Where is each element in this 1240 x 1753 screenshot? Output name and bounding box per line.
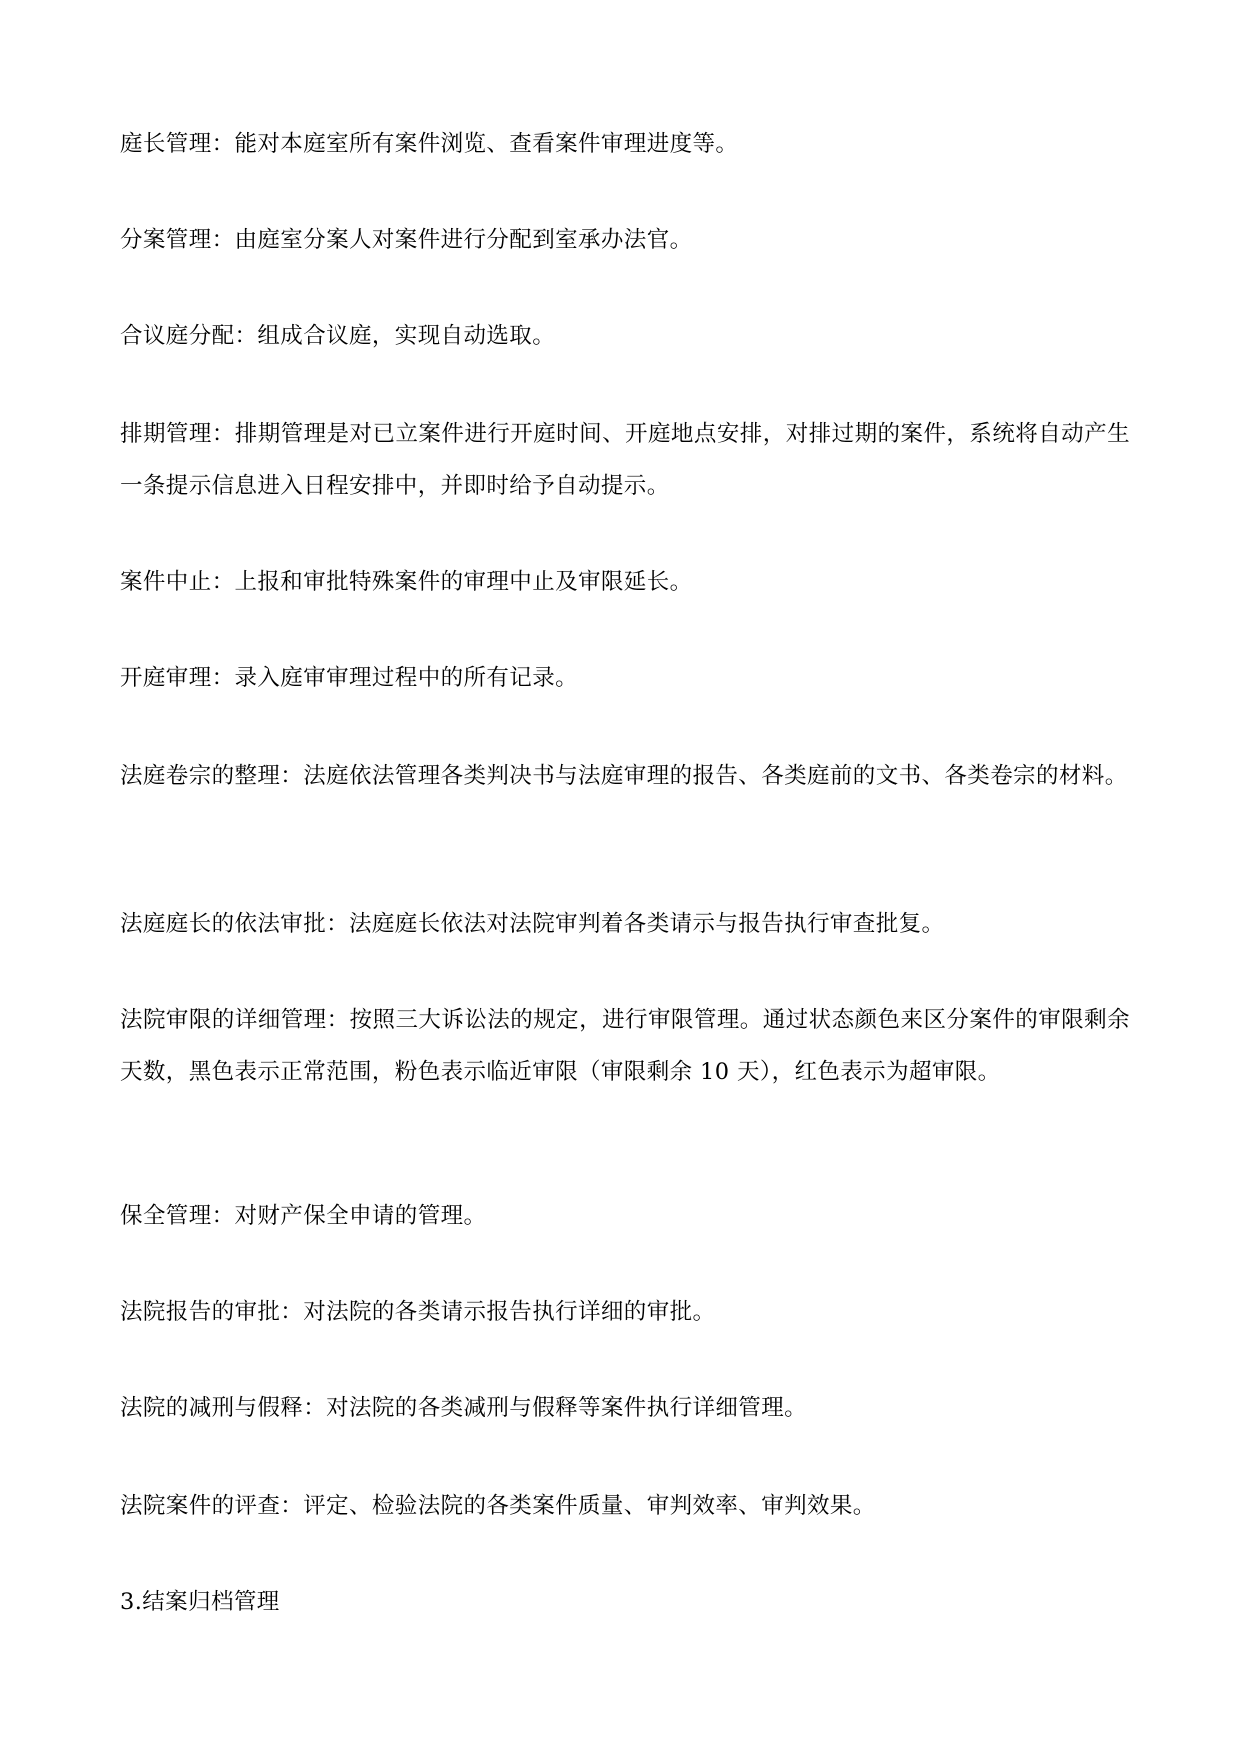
paragraph-dossier-organization: 法庭卷宗的整理：法庭依法管理各类判决书与法庭审理的报告、各类庭前的文书、各类卷宗的材料。 <box>120 763 1128 789</box>
paragraph-report-approval: 法院报告的审批：对法院的各类请示报告执行详细的审批。 <box>120 1299 716 1325</box>
paragraph-court-hearing: 开庭审理：录入庭审审理过程中的所有记录。 <box>120 665 579 691</box>
paragraph-time-limit-management: 法院审限的详细管理：按照三大诉讼法的规定，进行审限管理。通过状态颜色来区分案件的审限剩余天数，黑色表示正常范围，粉色表示临近审限（审限剩余 10 天），红色表示为超审限。 <box>120 1007 1130 1085</box>
paragraph-commutation-parole: 法院的减刑与假释：对法院的各类减刑与假释等案件执行详细管理。 <box>120 1395 808 1421</box>
paragraph-scheduling: 排期管理：排期管理是对已立案件进行开庭时间、开庭地点安排，对排过期的案件，系统将自动产生一条提示信息进入日程安排中，并即时给予自动提示。 <box>120 421 1130 499</box>
paragraph-collegial-panel: 合议庭分配：组成合议庭，实现自动选取。 <box>120 323 556 349</box>
paragraph-case-suspension: 案件中止：上报和审批特殊案件的审理中止及审限延长。 <box>120 569 693 595</box>
paragraph-chief-approval: 法庭庭长的依法审批：法庭庭长依法对法院审判着各类请示与报告执行审查批复。 <box>120 911 945 937</box>
paragraph-preservation: 保全管理：对财产保全申请的管理。 <box>120 1203 487 1229</box>
paragraph-chief-judge-management: 庭长管理：能对本庭室所有案件浏览、查看案件审理进度等。 <box>120 131 739 157</box>
paragraph-case-evaluation: 法院案件的评查：评定、检验法院的各类案件质量、审判效率、审判效果。 <box>120 1493 876 1519</box>
section-heading-closing-archiving: 3.结案归档管理 <box>120 1589 280 1615</box>
paragraph-case-assignment: 分案管理：由庭室分案人对案件进行分配到室承办法官。 <box>120 227 693 253</box>
